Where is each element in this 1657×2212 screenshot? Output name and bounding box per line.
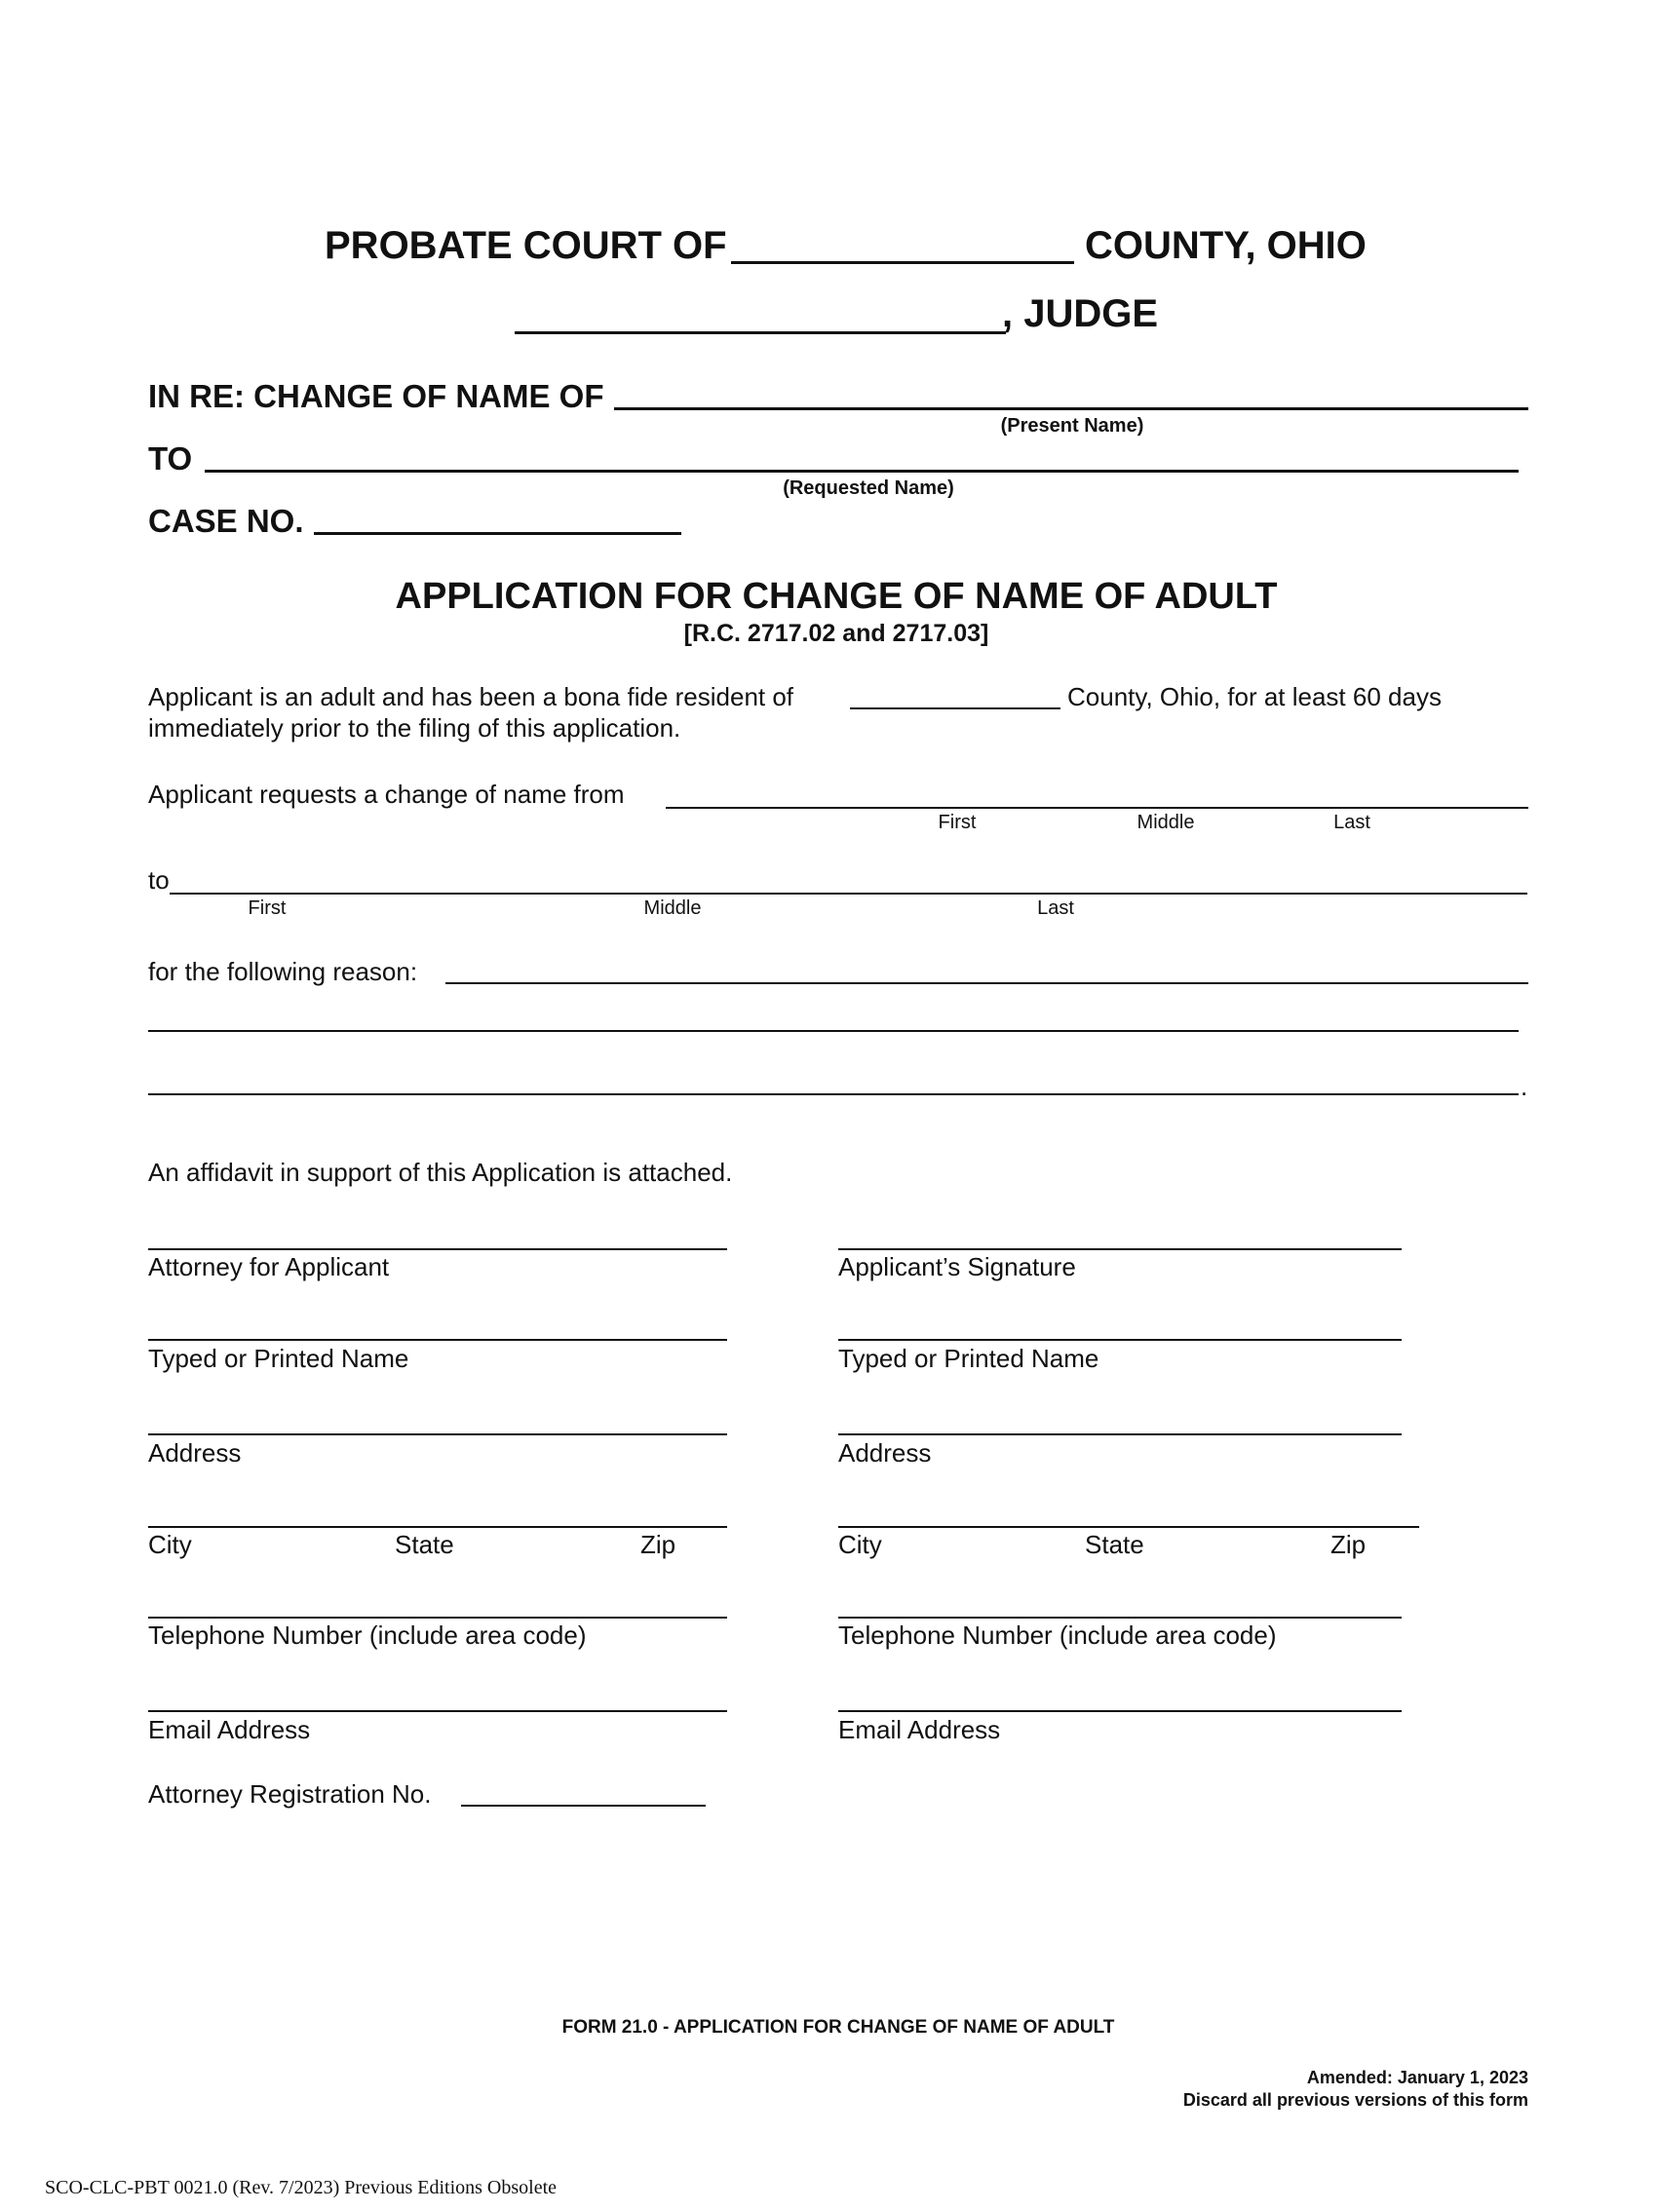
applicant-address-label: Address [838, 1438, 932, 1468]
attorney-registration-field[interactable] [461, 1805, 706, 1807]
to-last-caption: Last [1037, 897, 1074, 919]
to-label: TO [148, 440, 193, 477]
attorney-city-state-zip-field[interactable] [148, 1526, 727, 1528]
present-name-caption: (Present Name) [1000, 415, 1144, 437]
applicant-address-field[interactable] [838, 1433, 1402, 1435]
to-name-label: to [148, 865, 170, 895]
from-last-caption: Last [1333, 812, 1370, 833]
case-no-label: CASE NO. [148, 503, 304, 539]
applicant-printed-name-field[interactable] [838, 1339, 1402, 1341]
applicant-email-field[interactable] [838, 1710, 1402, 1712]
judge-name-field[interactable] [515, 331, 1006, 334]
applicant-phone-label: Telephone Number (include area code) [838, 1621, 1277, 1650]
reason-field-line-1[interactable] [445, 982, 1528, 984]
attorney-label: Attorney for Applicant [148, 1252, 390, 1281]
statute-reference: [R.C. 2717.02 and 2717.03] [683, 620, 989, 647]
applicant-email-label: Email Address [838, 1715, 1001, 1744]
attorney-zip-label: Zip [640, 1530, 676, 1559]
attorney-email-label: Email Address [148, 1715, 311, 1744]
applicant-state-label: State [1085, 1530, 1144, 1559]
affidavit-statement: An affidavit in support of this Application is attached. [148, 1158, 733, 1187]
reason-field-line-2[interactable] [148, 1030, 1519, 1032]
attorney-state-label: State [395, 1530, 454, 1559]
applicant-signature-label: Applicant’s Signature [838, 1252, 1076, 1281]
from-name-field[interactable] [666, 807, 1528, 809]
form-name-footer: FORM 21.0 - APPLICATION FOR CHANGE OF NAME OF ADULT [561, 2017, 1115, 2038]
residency-county-field[interactable] [850, 707, 1060, 709]
attorney-registration-label: Attorney Registration No. [148, 1779, 432, 1809]
applicant-printed-name-label: Typed or Printed Name [838, 1344, 1099, 1373]
residency-line2: immediately prior to the filing of this application. [148, 713, 681, 743]
present-name-field[interactable] [614, 407, 1528, 410]
residency-suffix: County, Ohio, for at least 60 days [1067, 682, 1442, 711]
in-re-label: IN RE: CHANGE OF NAME OF [148, 378, 604, 414]
attorney-address-field[interactable] [148, 1433, 727, 1435]
discard-notice: Discard all previous versions of this form [1182, 2090, 1528, 2110]
judge-label: , JUDGE [1002, 292, 1159, 335]
attorney-printed-name-field[interactable] [148, 1339, 727, 1341]
applicant-city-state-zip-field[interactable] [838, 1526, 1419, 1528]
attorney-printed-name-label: Typed or Printed Name [148, 1344, 409, 1373]
requested-name-caption: (Requested Name) [783, 477, 954, 499]
reason-period: . [1521, 1072, 1528, 1101]
court-prefix: PROBATE COURT OF [325, 224, 727, 267]
case-no-field[interactable] [314, 532, 681, 535]
request-label: Applicant requests a change of name from [148, 780, 625, 809]
applicant-zip-label: Zip [1330, 1530, 1367, 1559]
court-suffix: COUNTY, OHIO [1085, 224, 1367, 267]
attorney-phone-field[interactable] [148, 1617, 727, 1619]
form-code: SCO-CLC-PBT 0021.0 (Rev. 7/2023) Previous Editions Obsolete [45, 2177, 557, 2198]
attorney-phone-label: Telephone Number (include area code) [148, 1621, 587, 1650]
applicant-signature-field[interactable] [838, 1248, 1402, 1250]
county-field[interactable] [731, 261, 1074, 264]
applicant-phone-field[interactable] [838, 1617, 1402, 1619]
residency-prefix: Applicant is an adult and has been a bona fide resident of [148, 682, 794, 711]
attorney-address-label: Address [148, 1438, 242, 1468]
to-middle-caption: Middle [643, 897, 702, 919]
requested-name-field[interactable] [205, 470, 1519, 473]
amended-date: Amended: January 1, 2023 [1306, 2068, 1528, 2087]
form-title: APPLICATION FOR CHANGE OF NAME OF ADULT [395, 576, 1278, 617]
from-middle-caption: Middle [1137, 812, 1195, 833]
reason-label: for the following reason: [148, 957, 418, 986]
attorney-city-label: City [148, 1530, 192, 1559]
from-first-caption: First [938, 812, 977, 833]
to-name-field[interactable] [170, 893, 1527, 895]
to-first-caption: First [248, 897, 287, 919]
attorney-signature-field[interactable] [148, 1248, 727, 1250]
reason-field-line-3[interactable] [148, 1093, 1519, 1095]
applicant-city-label: City [838, 1530, 882, 1559]
attorney-email-field[interactable] [148, 1710, 727, 1712]
